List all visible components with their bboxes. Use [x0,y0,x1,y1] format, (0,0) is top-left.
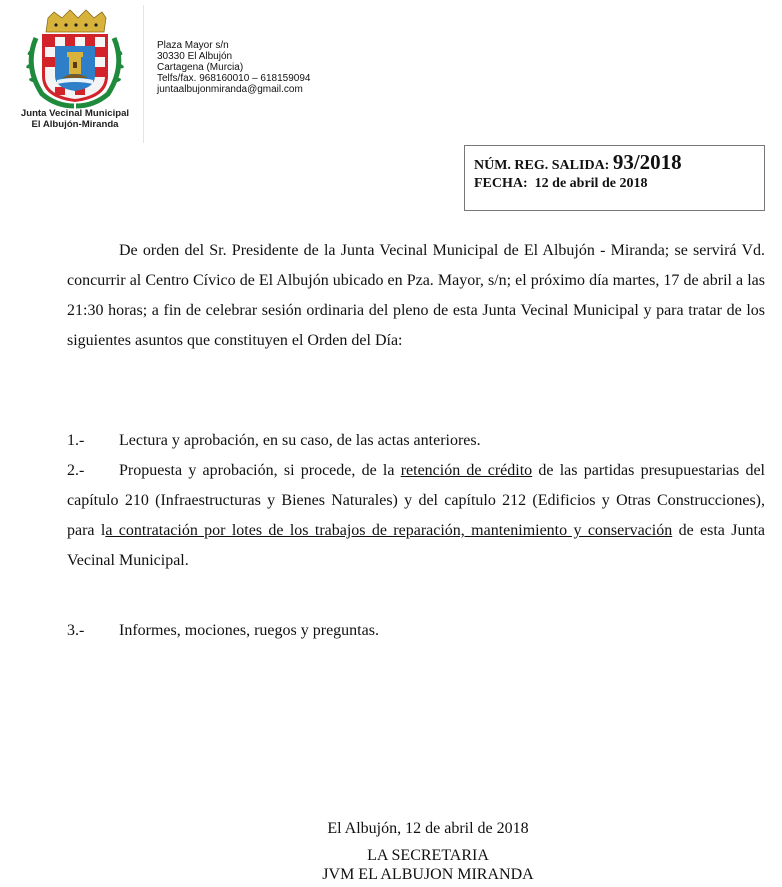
address-block [157,40,310,95]
agenda-item-number: 1.- [67,432,85,449]
address-email: juntaalbujonmiranda@gmail.com [157,84,303,95]
agenda-item-number: 2.- [67,462,85,479]
registry-number: 93/2018 [612,150,682,174]
registry-date-label: FECHA: [474,176,528,191]
registry-number-line [474,150,682,175]
convocation-paragraph: De orden del Sr. Presidente de la Junta Vecinal Municipal de El Albujón - Miranda; se servirá Vd. concurrir al Centro Cívico de El Albujón ubicado en Pza. Mayor, s/n; el próximo día martes, 17 de abril a las 21:30 horas; a fin de celebrar sesión ordinaria del pleno de esta Junta Vecinal Municipal y para tratar de los siguientes asuntos que constituyen el Orden del Día: [67,242,765,349]
address-postal: 30330 El Albujón [157,51,233,62]
header-divider [143,5,144,143]
signer-title: LA SECRETARIA [367,847,489,864]
address-phone: Telfs/fax. 968160010 – 618159094 [157,73,311,84]
address-city: Cartagena (Murcia) [157,62,244,73]
agenda-item-text-b: de las partidas presupuestarias del capítulo 210 (Infraestructuras y Bienes Naturales) y del capítulo 212 (Edificios y Otras Construcciones), para l [67,462,766,539]
address-street: Plaza Mayor s/n [157,40,229,51]
agenda-item-underlined-a: retención de crédito [400,462,533,479]
coat-of-arms-logo [22,6,128,110]
agenda-item-1 [67,426,765,456]
organization-name-line2: El Albujón-Miranda [31,119,119,130]
coat-of-arms-icon [22,6,128,110]
registry-date-line [474,176,647,192]
registry-date: 12 de abril de 2018 [534,176,648,191]
agenda-item-text-c: de esta Junta Vecinal Municipal. [67,522,766,569]
agenda-item-text: Lectura y aprobación, en su caso, de las actas anteriores. [119,432,481,449]
registry-box [464,145,765,211]
organization-name [0,108,150,130]
agenda-item-2 [67,456,765,576]
agenda-item-3 [67,616,765,646]
agenda-item-number: 3.- [67,622,85,639]
agenda-item-text: Informes, mociones, ruegos y preguntas. [119,622,379,639]
agenda-item-text-a: Propuesta y aprobación, si procede, de la [119,462,401,479]
agenda-item-underlined-b: a contratación por lotes de los trabajos de reparación, mantenimiento y conservación [105,522,673,539]
organization-name-line1: Junta Vecinal Municipal [20,108,130,119]
registry-label: NÚM. REG. SALIDA: [474,158,610,173]
closing-place-date: El Albujón, 12 de abril de 2018 [327,820,529,837]
signer-organization: JVM EL ALBUJON MIRANDA [322,866,534,883]
